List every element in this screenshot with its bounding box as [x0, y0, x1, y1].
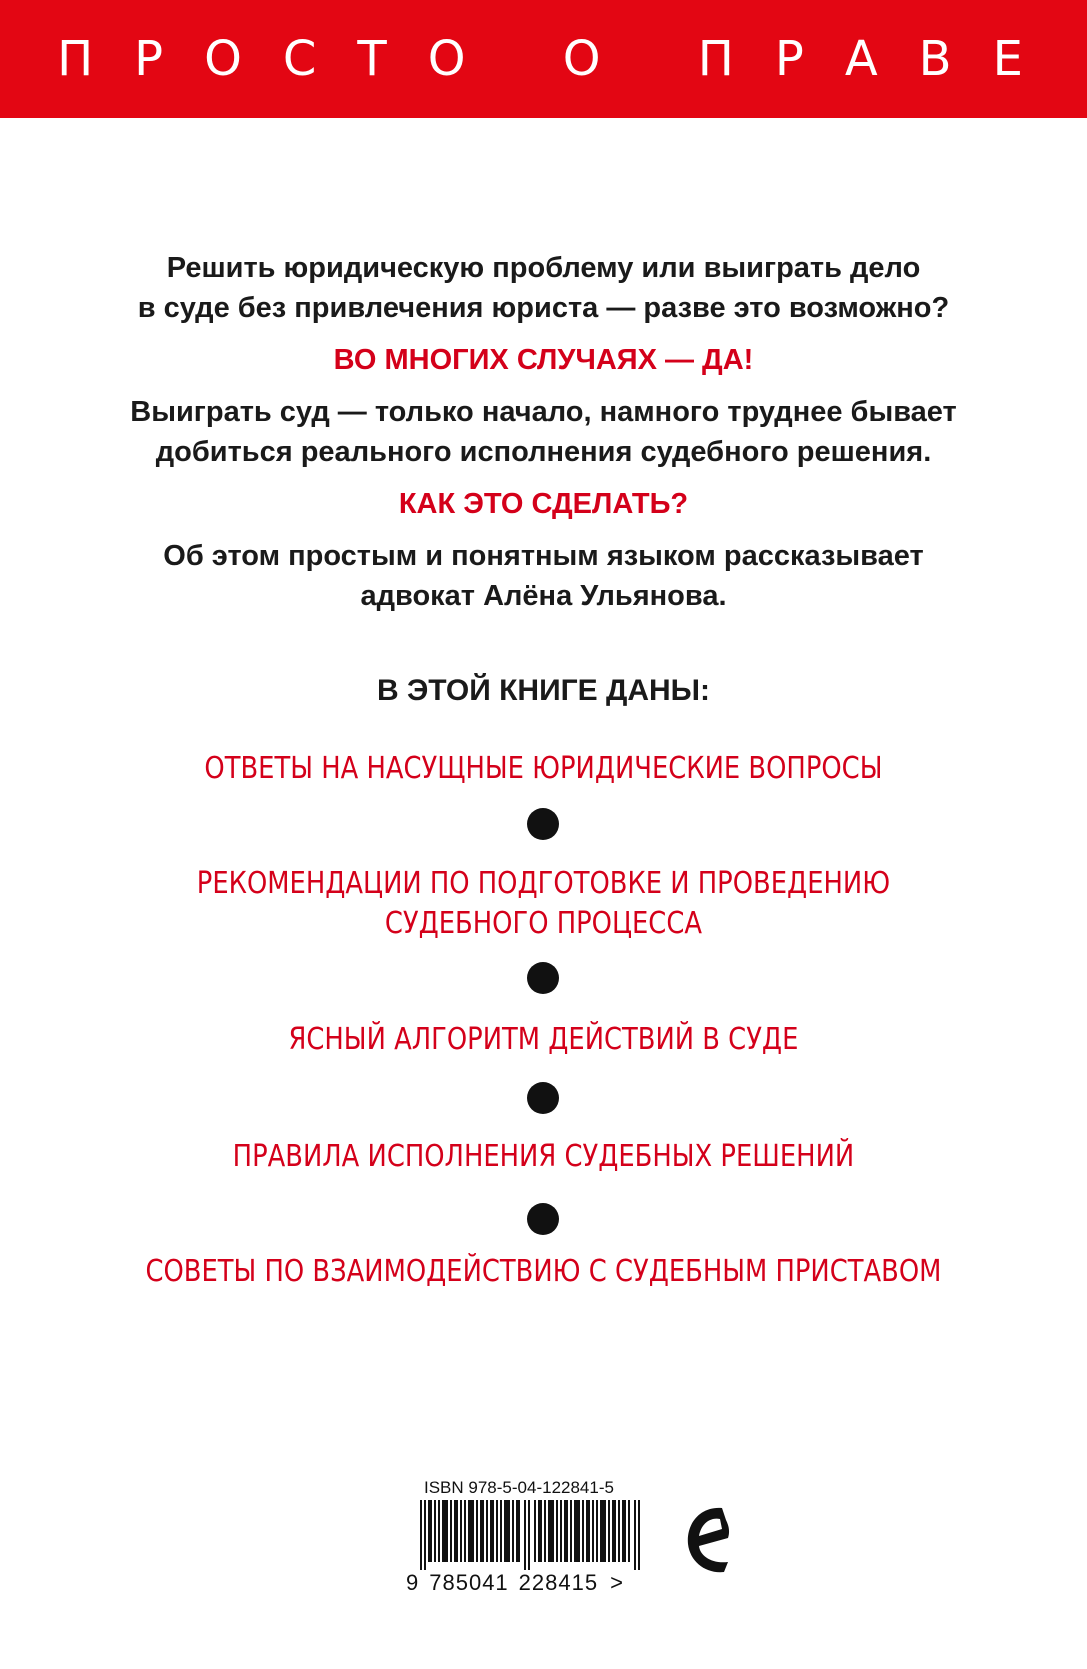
barcode-arrow: > [610, 1570, 624, 1595]
isbn-label: ISBN 978-5-04-122841-5 [424, 1478, 614, 1497]
barcode-digits-left: 785041 [429, 1570, 509, 1595]
intro-how-question: КАК ЭТО СДЕЛАТЬ? [398, 488, 689, 520]
barcode-digit-first: 9 [406, 1570, 420, 1595]
series-title: ПРОСТО О ПРАВЕ [57, 31, 1064, 87]
contents-heading: В ЭТОЙ КНИГЕ ДАНЫ: [376, 674, 711, 707]
feature-item-execution-rules: ПРАВИЛА ИСПОЛНЕНИЯ СУДЕБНЫХ РЕШЕНИЙ [232, 1139, 855, 1174]
bullet-dot-icon [527, 808, 559, 840]
barcode-graphic [420, 1500, 644, 1570]
series-banner [0, 0, 1087, 118]
barcode-digits [406, 1570, 624, 1596]
feature-item-recommendations: РЕКОМЕНДАЦИИ ПО ПОДГОТОВКЕ И ПРОВЕДЕНИЮ СУДЕБНОГО ПРОЦЕССА [196, 866, 891, 941]
barcode-digits-right: 228415 [518, 1570, 599, 1595]
bullet-dot-icon [527, 962, 559, 994]
intro-answer: ВО МНОГИХ СЛУЧАЯХ — ДА! [333, 344, 754, 376]
intro-question: Решить юридическую проблему или выиграть дело в суде без привлечения юриста — разве это возможно? [137, 252, 950, 324]
intro-author-note: Об этом простым и понятным языком рассказывает адвокат Алёна Ульянова. [163, 540, 924, 612]
intro-block [0, 248, 1087, 616]
feature-item-answers: ОТВЕТЫ НА НАСУЩНЫЕ ЮРИДИЧЕСКИЕ ВОПРОСЫ [204, 751, 883, 786]
feature-item-algorithm: ЯСНЫЙ АЛГОРИТМ ДЕЙСТВИЙ В СУДЕ [288, 1022, 799, 1057]
bullet-dot-icon [527, 1203, 559, 1235]
bullet-dot-icon [527, 1082, 559, 1114]
feature-item-bailiff-advice: СОВЕТЫ ПО ВЗАИМОДЕЙСТВИЮ С СУДЕБНЫМ ПРИСТАВОМ [145, 1254, 942, 1289]
eksmo-e-logo-icon [682, 1502, 736, 1580]
intro-statement: Выиграть суд — только начало, намного труднее бывает добиться реального исполнения судебного решения. [130, 396, 957, 468]
